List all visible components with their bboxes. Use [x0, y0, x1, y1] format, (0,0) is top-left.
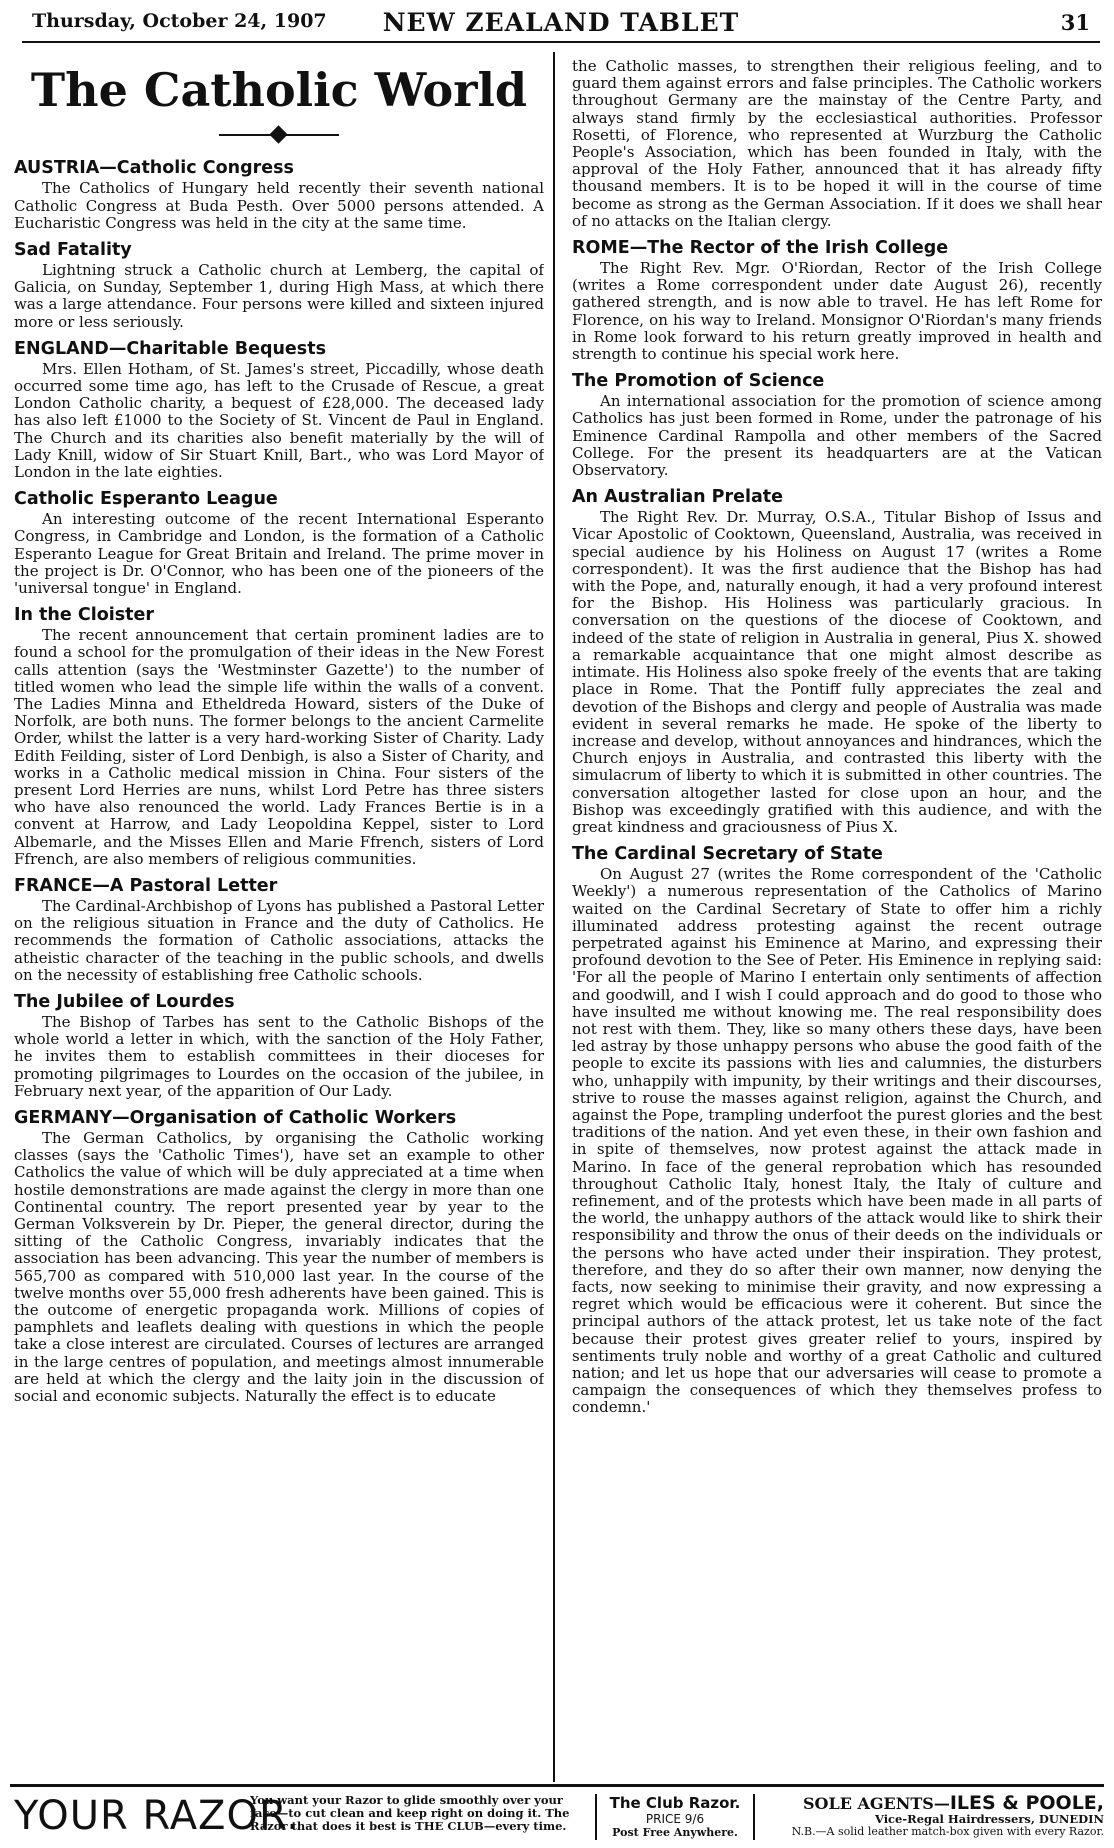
article-body: The German Catholics, by organising the Catholic working classes (says the 'Catholic Times'), have set an example to other Catholics the value of which will be duly appreciated at a time when hostile demonstrations are made against the clergy in more than one Continental country. The report presented year by year to the German Volksverein by Dr. Pieper, the general director, during the sitting of the Catholic Congress, invariably indicates that the association has been advancing. This year the number of members is 565,700 as compared with 510,000 last year. In the course of the twelve months over 55,000 fresh adherents have been gained. This is the outcome of energetic propaganda work. Millions of copies of pamphlets and leaflets dealing with questions in which the people take a close interest are circulated. Courses of lectures are arranged in the large centres of population, and meetings almost innumerable are held at which the clergy and the laity join in the discussion of social and economic subjects. Naturally the effect is to educate	[14, 1129, 544, 1406]
article-body: On August 27 (writes the Rome correspondent of the 'Catholic Weekly') a numerous representation of the Catholics of Marino waited on the Cardinal Secretary of State to offer him a richly illuminated address protesting against the recent outrage perpetrated against his Eminence at Marino, and expressing their profound devotion to the See of Peter. His Eminence in replying said: 'For all the people of Marino I entertain only sentiments of affection and goodwill, and I wish I could approach and do good to those who have insulted me without knowing me. The real responsibility does not rest with them. They, like so many others these days, have been led astray by those unhappy persons who abuse the good faith of the people to excite its passions with lies and calumnies, the disturbers who, unhappily with impunity, by their writings and their discourses, strive to rouse the masses against religion, against the Church, and against the Pope, trampling underfoot the purest glories and the best traditions of the nation. And yet even these, in their own fashion and in spite of themselves, now protest against the attack made in Marino. In face of the general reprobation which has resounded throughout Catholic Italy, honest Italy, the Italy of culture and refinement, and of the protests which have been made in all parts of the world, the unhappy authors of the attack would like to shirk their responsibility and throw the onus of their deeds on the individuals or the persons who have acted under their inspiration. They protest, therefore, and they do so after their own manner, now denying the facts, now seeking to minimise their gravity, and now expressing a regret which would be efficacious were it coherent. But since the principal authors of the attack protest, let us take note of the fact because their protest gives greater relief to yours, inspired by sentiments truly noble and worthy of a great Catholic and cultured nation; and let us hope that our adversaries will cease to promote a campaign the consequences of which they themselves profess to condemn.'	[572, 865, 1102, 1417]
article-england	[14, 337, 544, 481]
ad-agents-line	[770, 1794, 1104, 1813]
ad-agents-address: Vice-Regal Hairdressers, DUNEDIN	[874, 1812, 1104, 1826]
left-column	[14, 58, 544, 1780]
article-heading: The Cardinal Secretary of State	[572, 844, 883, 865]
column-divider	[553, 52, 555, 1782]
article-heading: GERMANY—Organisation of Catholic Workers	[14, 1108, 457, 1129]
article-body: The Catholics of Hungary held recently their seventh national Catholic Congress at Buda Pesth. Over 5000 persons attended. A Eucharistic Congress was held in the city at the same time.	[14, 179, 544, 232]
article-heading: The Promotion of Science	[572, 371, 825, 392]
article-body: The Bishop of Tarbes has sent to the Catholic Bishops of the whole world a letter in which, with the sanction of the Holy Father, he invites them to establish committees in their dioceses for promoting pilgrimages to Lourdes on the occasion of the jubilee, in February next year, of the apparition of Our Lady.	[14, 1013, 544, 1100]
article-body: The recent announcement that certain prominent ladies are to found a school for the promulgation of their ideas in the New Forest calls attention (says the 'Westminster Gazette') to the number of titled women who lead the simple life within the walls of a convent. The Ladies Minna and Etheldreda Howard, sisters of the Duke of Norfolk, are both nuns. The former belongs to the ancient Carmelite Order, whilst the latter is a very hard-working Sister of Charity. Lady Edith Feilding, sister of Lord Denbigh, is also a Sister of Charity, and works in a Catholic medical mission in China. Four sisters of the present Lord Herries are nuns, whilst Lord Petre has three sisters who have also renounced the world. Lady Frances Bertie is in a convent at Harrow, and Lady Leopoldina Keppel, sister to Lord Albemarle, and the Misses Ellen and Marie Ffrench, sisters of Lord Ffrench, are also members of religious communities.	[14, 626, 544, 868]
article-heading: In the Cloister	[14, 605, 154, 626]
ad-product-name: The Club Razor.	[609, 1794, 741, 1812]
ad-product-box	[595, 1794, 755, 1840]
article-body: The Right Rev. Dr. Murray, O.S.A., Titular Bishop of Issus and Vicar Apostolic of Cooktown, Queensland, Australia, was received in special audience by his Holiness on August 17 (writes a Rome correspondent). It was the first audience that the Bishop has had with the Pope, and, naturally enough, it had a very profound interest for the Bishop. His Holiness was particularly gracious. In conversation on the questions of the diocese of Cooktown, and indeed of the state of religion in Australia in general, Pius X. showed a remarkable acquaintance that one might almost describe as intimate. His Holiness also spoke freely of the events that are taking place in Rome. That the Pontiff fully appreciates the zeal and devotion of the Bishops and clergy and people of Australia was made evident in several remarks he made. He spoke of the liberty to increase and develop, without annoyances and hindrances, which the Church enjoys in Australia, and contrasted this liberty with the simulacrum of liberty to which it is submitted in other countries. The conversation altogether lasted for close upon an hour, and the Bishop was exceedingly gratified with this audience, and with the great kindness and graciousness of Pius X.	[572, 508, 1102, 836]
article-heading: ENGLAND—Charitable Bequests	[14, 338, 326, 359]
article-body: The Right Rev. Mgr. O'Riordan, Rector of the Irish College (writes a Rome correspondent under date August 26), recently gathered strength, and is now able to travel. He has left Rome for Florence, on his way to Ireland. Monsignor O'Riordan's many friends in Rome look forward to his return greatly improved in health and strength to continue his special work here.	[572, 259, 1102, 364]
razor-advertisement	[10, 1792, 1104, 1842]
newspaper-title: NEW ZEALAND TABLET	[382, 8, 740, 37]
article-science	[572, 369, 1102, 479]
article-body: An interesting outcome of the recent International Esperanto Congress, in Cambridge and London, is the formation of a Catholic Esperanto League for Great Britain and Ireland. The prime mover in the project is Dr. O'Connor, who has been one of the pioneers of the 'universal tongue' in England.	[14, 510, 544, 597]
title-ornament	[219, 124, 339, 146]
article-germany	[14, 1106, 544, 1405]
article-heading: ROME—The Rector of the Irish College	[572, 238, 949, 259]
page-number: 31	[1060, 10, 1090, 35]
page-header	[22, 8, 1100, 40]
ad-blurb: You want your Razor to glide smoothly over your face—to cut clean and keep right on doing it. The Razor that does it best is THE CLUB—every time.	[250, 1793, 570, 1833]
article-heading: Sad Fatality	[14, 239, 132, 260]
ornament-diamond-icon	[269, 126, 287, 144]
article-sad-fatality	[14, 238, 544, 331]
article-austria	[14, 156, 544, 232]
ad-headline: YOUR RAZOR.	[14, 1793, 301, 1839]
ad-agents-name: ILES & POOLE,	[949, 1792, 1104, 1814]
article-heading: FRANCE—A Pastoral Letter	[14, 876, 278, 896]
article-body: The Cardinal-Archbishop of Lyons has published a Pastoral Letter on the religious situation in France and the duty of Catholics. He recommends the formation of Catholic associations, attacks the atheistic character of the teaching in the public schools, and dwells on the necessity of establishing free Catholic schools.	[14, 897, 544, 984]
article-germany-continued	[572, 58, 1102, 230]
article-cloister	[14, 603, 544, 868]
ad-agents-label: SOLE AGENTS—	[802, 1794, 950, 1813]
article-body: Mrs. Ellen Hotham, of St. James's street, Piccadilly, whose death occurred some time ago, has left to the Crusade of Rescue, a great London Catholic charity, a bequest of £28,000. The deceased lady has also left £1000 to the Society of St. Vincent de Paul in England. The Church and its charities also benefit materially by the will of Lady Knill, widow of Sir Stuart Knill, Bart., who was Lord Mayor of London in the late eighties.	[14, 359, 544, 481]
footer-rule	[10, 1784, 1104, 1787]
ad-price: PRICE 9/6	[645, 1812, 705, 1826]
header-rule	[22, 41, 1100, 43]
article-heading: Catholic Esperanto League	[14, 489, 278, 510]
article-heading: AUSTRIA—Catholic Congress	[14, 158, 294, 179]
article-cardinal-secretary	[572, 842, 1102, 1417]
page-title: The Catholic World	[30, 63, 528, 117]
article-body: Lightning struck a Catholic church at Lemberg, the capital of Galicia, on Sunday, September 1, during High Mass, at which there was a large attendance. Four persons were killed and sixteen injured more or less seriously.	[14, 260, 544, 331]
article-france	[14, 874, 544, 984]
article-heading: The Jubilee of Lourdes	[14, 992, 235, 1013]
article-rome	[572, 236, 1102, 363]
article-esperanto	[14, 487, 544, 597]
article-heading: An Australian Prelate	[572, 487, 784, 508]
ad-post-free: Post Free Anywhere.	[612, 1826, 738, 1839]
article-australian-prelate	[572, 485, 1102, 836]
ad-note: N.B.—A solid leather match-box given with every Razor.	[791, 1825, 1104, 1838]
right-column	[572, 58, 1102, 1780]
article-lourdes	[14, 990, 544, 1100]
issue-date: Thursday, October 24, 1907	[32, 10, 327, 32]
ad-agents	[770, 1794, 1104, 1838]
article-body: An international association for the promotion of science among Catholics has just been formed in Rome, under the patronage of his Eminence Cardinal Rampolla and other members of the Sacred College. For the present its headquarters are at the Vatican Observatory.	[572, 392, 1102, 480]
article-body: the Catholic masses, to strengthen their religious feeling, and to guard them against errors and false principles. The Catholic workers throughout Germany are the mainstay of the Centre Party, and always stand firmly by the ecclesiastical authorities. Professor Rosetti, of Florence, who represented at Wurzburg the Catholic People's Association, which has been founded in Italy, with the approval of the Holy Father, announced that it has already fifty thousand members. It is to be hoped it will in the course of time become as strong as the German Association. If it does we shall hear of no attacks on the Italian clergy.	[572, 58, 1102, 230]
